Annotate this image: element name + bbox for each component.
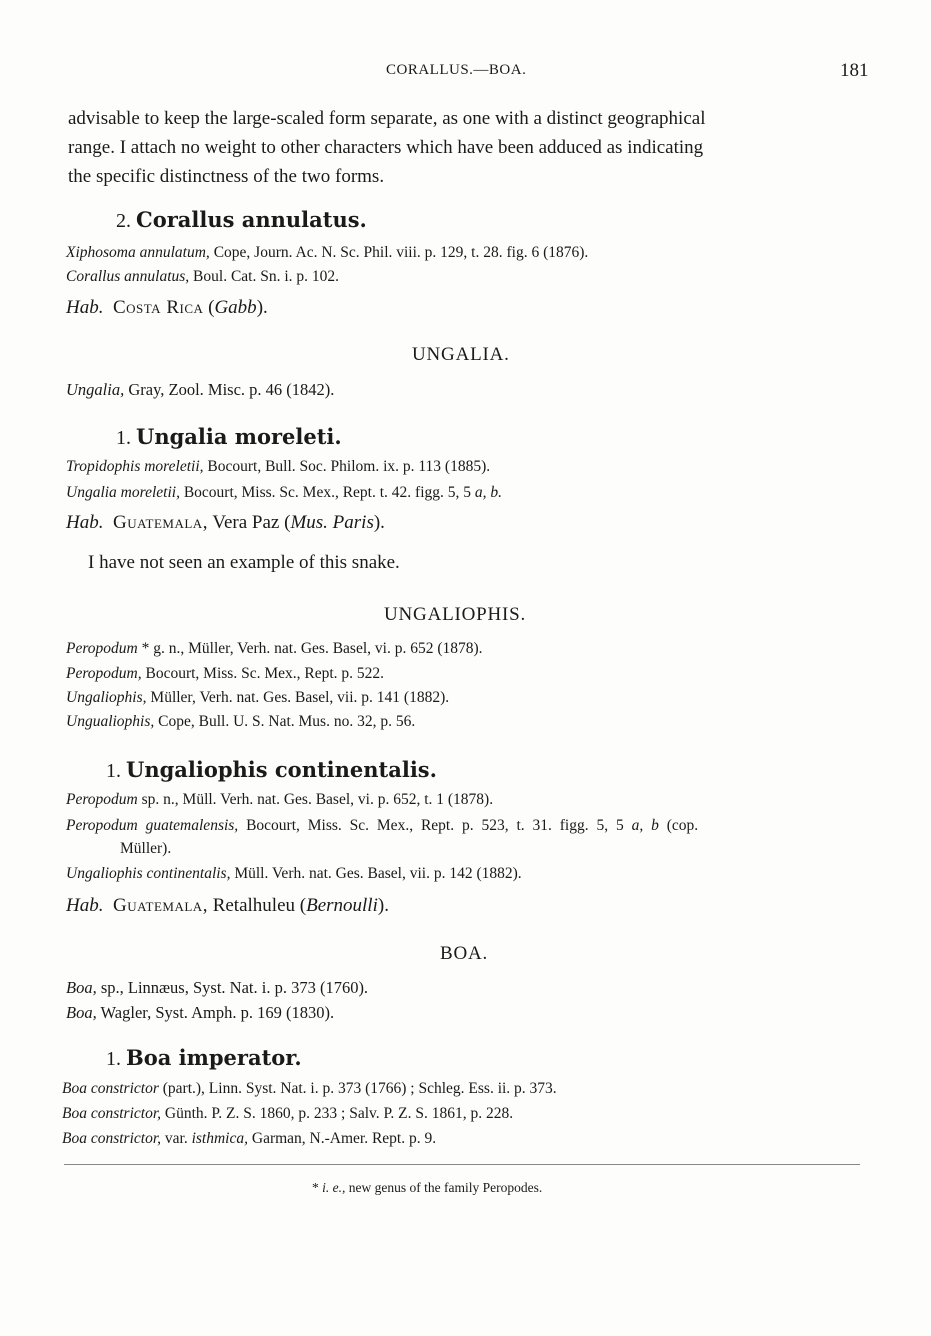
intro-line-3: the specific distinctness of the two forms. xyxy=(68,166,385,187)
genus-ref-text: Gray, Zool. Misc. p. 46 (1842). xyxy=(124,380,335,399)
genus-ref-text: sp., Linnæus, Syst. Nat. i. p. 373 (1760). xyxy=(96,978,369,997)
intro-line-2: range. I attach no weight to other characters which have been adduced as indicating xyxy=(68,137,704,158)
synonym-name: Boa constrictor xyxy=(62,1080,159,1097)
genus-reference xyxy=(66,713,415,731)
synonym-line xyxy=(62,1130,436,1148)
synonym-reference: Günth. P. Z. S. 1860, p. 233 ; Salv. P. Z. S. 1861, p. 228. xyxy=(161,1105,514,1122)
running-title: CORALLUS.—BOA. xyxy=(386,62,527,78)
synonym-reference: Cope, Journ. Ac. N. Sc. Phil. viii. p. 129, t. 28. fig. 6 (1876). xyxy=(209,244,589,261)
habitat-locality: Costa Rica xyxy=(112,297,204,318)
genus-ref-text: Bocourt, Miss. Sc. Mex., Rept. p. 522. xyxy=(141,665,385,682)
genus-reference xyxy=(66,665,384,683)
synonym-line xyxy=(66,268,339,286)
synonym-line xyxy=(66,865,522,883)
genus-reference xyxy=(66,640,483,658)
variety-name: isthmica, xyxy=(191,1130,248,1147)
genus-ref-text: * g. n., Müller, Verh. nat. Ges. Basel, vi. p. 652 (1878). xyxy=(137,640,483,657)
species-heading-ungalia-moreleti xyxy=(116,424,342,450)
species-number: 1. xyxy=(106,1048,121,1070)
habitat-line: Hab. Costa Rica (Gabb). xyxy=(66,297,268,318)
habitat-label: Hab. xyxy=(66,895,104,916)
genus-ref-text: Müller, Verh. nat. Ges. Basel, vii. p. 141 (1882). xyxy=(146,689,450,706)
synonym-reference-tail: (cop. xyxy=(658,817,699,834)
genus-ref-name: Ungalia, xyxy=(66,380,125,399)
synonym-reference: Garman, N.-Amer. Rept. p. 9. xyxy=(248,1130,437,1147)
synonym-reference: Bocourt, Miss. Sc. Mex., Rept. t. 42. figg. 5, 5 xyxy=(179,484,475,501)
synonym-line xyxy=(66,791,493,809)
synonym-reference: (part.), Linn. Syst. Nat. i. p. 373 (1766) ; Schleg. Ess. ii. p. 373. xyxy=(158,1080,557,1097)
remark-note: I have not seen an example of this snake. xyxy=(88,552,400,573)
footnote-ie: i. e., xyxy=(322,1180,346,1195)
genus-reference xyxy=(66,689,449,707)
habitat-collector: Bernoulli xyxy=(306,895,378,916)
genus-heading-ungaliophis: UNGALIOPHIS. xyxy=(384,604,527,625)
habitat-place: Retalhuleu xyxy=(207,895,300,916)
habitat-locality: Guatemala, xyxy=(112,512,208,533)
synonym-reference: Bocourt, Bull. Soc. Philom. ix. p. 113 (1885). xyxy=(203,458,491,475)
genus-reference xyxy=(66,1003,334,1023)
genus-ref-text: Cope, Bull. U. S. Nat. Mus. no. 32, p. 56. xyxy=(154,713,416,730)
species-name: Boa imperator. xyxy=(126,1045,302,1070)
species-name: Ungalia moreleti. xyxy=(136,424,342,449)
intro-line-1: advisable to keep the large-scaled form separate, as one with a distinct geographical xyxy=(68,108,706,129)
species-heading-boa-imperator xyxy=(106,1045,302,1071)
figure-letters: a, b xyxy=(631,817,659,834)
genus-heading-boa: BOA. xyxy=(440,943,489,964)
figure-letters: a, b. xyxy=(474,484,503,501)
synonym-name: Corallus annulatus, xyxy=(66,268,190,285)
habitat-collector: Gabb xyxy=(214,297,257,318)
genus-ref-name: Boa, xyxy=(66,1003,97,1022)
habitat-place: Vera Paz xyxy=(207,512,285,533)
habitat-label: Hab. xyxy=(66,297,104,318)
synonym-name: Boa constrictor, xyxy=(62,1130,162,1147)
synonym-name: Peropodum guatemalensis, xyxy=(66,817,239,834)
genus-ref-name: Peropodum, xyxy=(66,665,142,682)
genus-ref-name: Boa, xyxy=(66,978,97,997)
genus-ref-name: Peropodum xyxy=(66,640,138,657)
synonym-line xyxy=(62,1105,513,1123)
footnote-marker: * xyxy=(312,1180,323,1195)
synonym-reference: Bocourt, Miss. Sc. Mex., Rept. p. 523, t. 31. figg. 5, 5 xyxy=(238,817,632,834)
synonym-line xyxy=(66,458,490,476)
habitat-label: Hab. xyxy=(66,512,104,533)
genus-ref-name: Ungualiophis, xyxy=(66,713,155,730)
species-number: 2. xyxy=(116,210,131,232)
species-name: Ungaliophis continentalis. xyxy=(126,757,437,782)
species-heading-ungaliophis-continentalis xyxy=(106,757,437,783)
synonym-name: Boa constrictor, xyxy=(62,1105,162,1122)
habitat-museum: Mus. Paris xyxy=(290,512,374,533)
synonym-line xyxy=(66,817,698,835)
page-number: 181 xyxy=(840,60,869,81)
species-number: 1. xyxy=(116,427,131,449)
genus-reference xyxy=(66,380,334,400)
synonym-continuation: Müller). xyxy=(120,840,172,857)
synonym-line xyxy=(62,1080,557,1098)
species-heading-corallus-annulatus xyxy=(116,207,367,233)
synonym-reference: Müll. Verh. nat. Ges. Basel, vii. p. 142 (1882). xyxy=(230,865,522,882)
synonym-name: Tropidophis moreletii, xyxy=(66,458,204,475)
synonym-name: Peropodum xyxy=(66,791,138,808)
synonym-line xyxy=(66,244,588,262)
habitat-line: Hab. Guatemala, Vera Paz (Mus. Paris). xyxy=(66,512,385,533)
habitat-locality: Guatemala, xyxy=(112,895,208,916)
habitat-line: Hab. Guatemala, Retalhuleu (Bernoulli). xyxy=(66,895,389,916)
genus-heading-ungalia: UNGALIA. xyxy=(412,344,510,365)
species-name: Corallus annulatus. xyxy=(136,207,367,232)
species-number: 1. xyxy=(106,760,121,782)
synonym-mid: var. xyxy=(161,1130,192,1147)
footnote xyxy=(312,1180,542,1196)
genus-ref-text: Wagler, Syst. Amph. p. 169 (1830). xyxy=(96,1003,335,1022)
synonym-reference: sp. n., Müll. Verh. nat. Ges. Basel, vi. p. 652, t. 1 (1878). xyxy=(137,791,494,808)
synonym-name: Ungaliophis continentalis, xyxy=(66,865,231,882)
genus-ref-name: Ungaliophis, xyxy=(66,689,147,706)
genus-reference xyxy=(66,978,368,998)
footnote-rule xyxy=(64,1164,860,1165)
synonym-name: Xiphosoma annulatum, xyxy=(66,244,210,261)
footnote-text: new genus of the family Peropodes. xyxy=(345,1180,543,1195)
synonym-name: Ungalia moreletii, xyxy=(66,484,180,501)
synonym-reference: Boul. Cat. Sn. i. p. 102. xyxy=(189,268,340,285)
synonym-line xyxy=(66,484,502,502)
